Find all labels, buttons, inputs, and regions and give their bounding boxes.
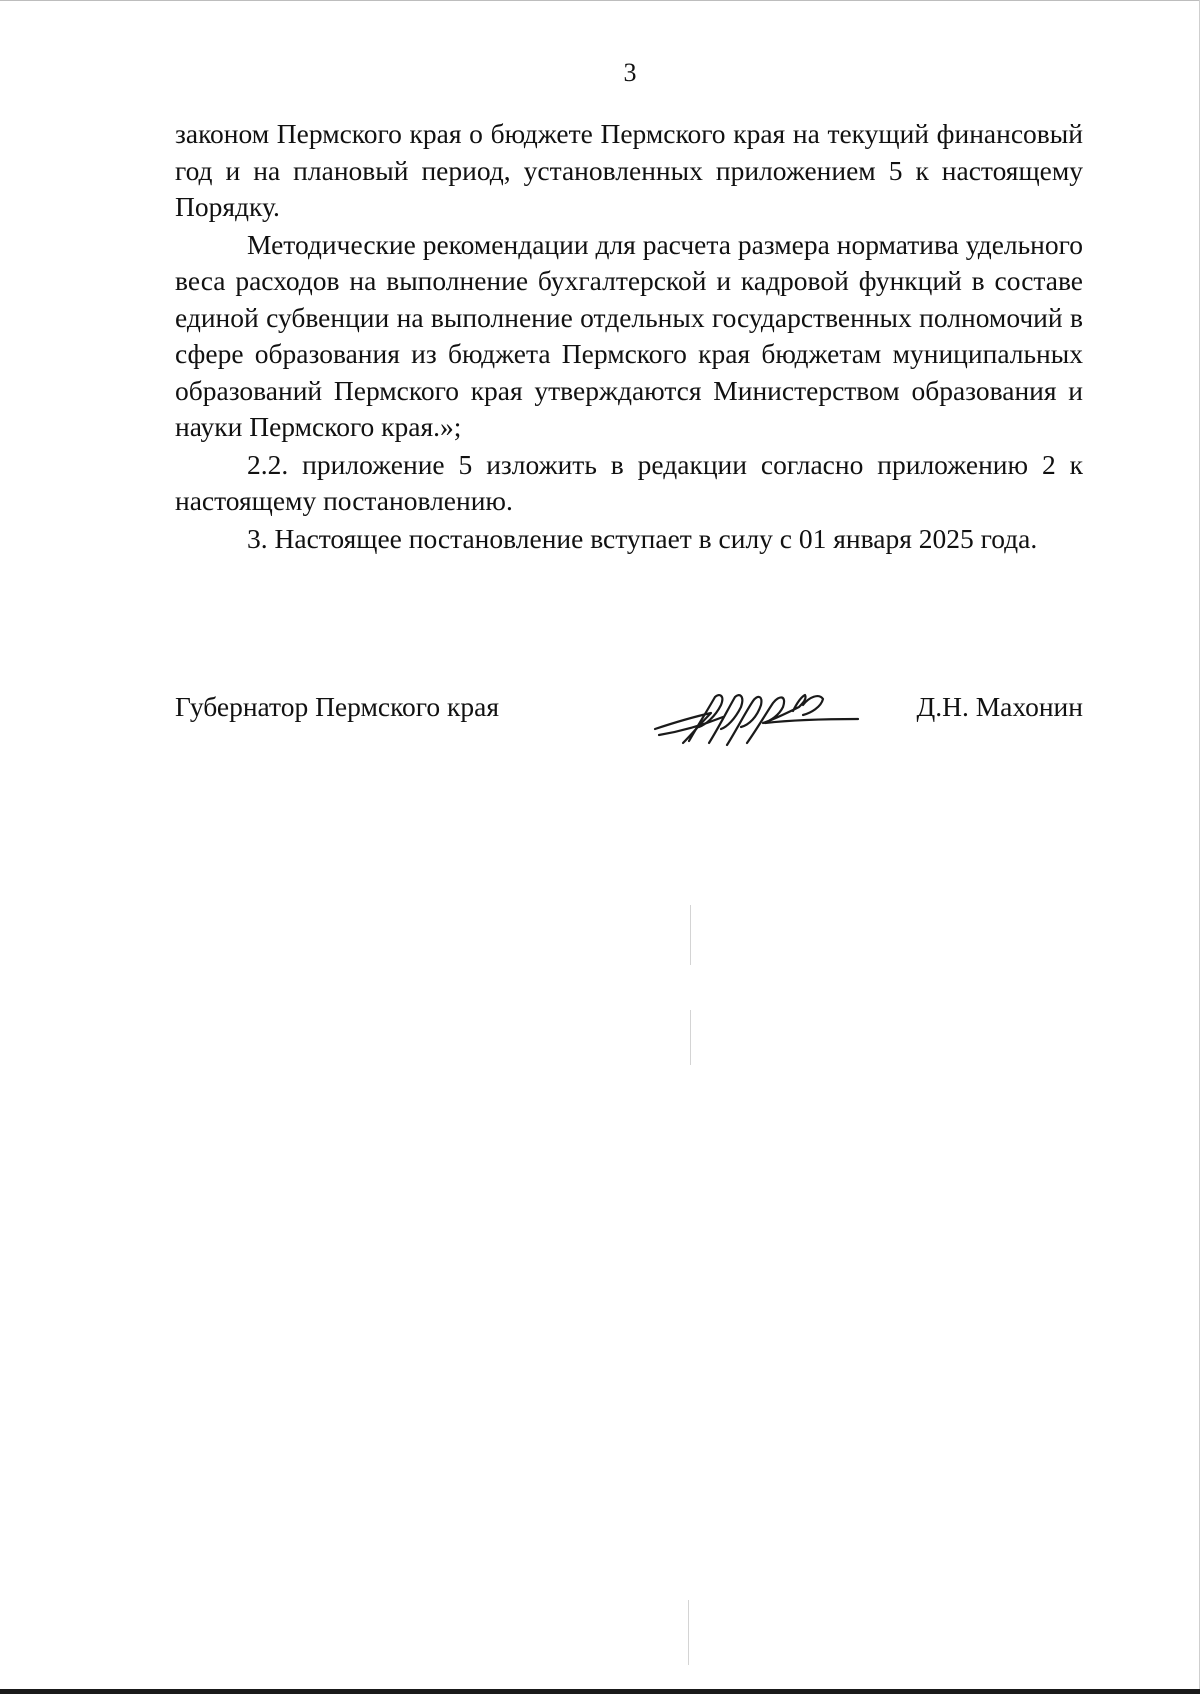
signature-block — [175, 683, 1083, 753]
scan-edge-bottom — [0, 1689, 1200, 1694]
paragraph-item-2-2: 2.2. приложение 5 изложить в редакции согласно приложению 2 к настоящему постановлению. — [175, 448, 1083, 516]
paragraph-continuation: законом Пермского края о бюджете Пермского края на текущий финансовый год и на плановый период, установленных приложением 5 к настоящему Порядку. — [175, 118, 1083, 222]
scan-edge-top — [0, 0, 1200, 1]
scan-artifact-line — [688, 1600, 689, 1665]
scan-artifact-line — [690, 905, 691, 965]
scan-artifact-line — [690, 1010, 691, 1065]
handwritten-signature — [653, 683, 863, 753]
paragraph-item-3: 3. Настоящее постановление вступает в силу с 01 января 2025 года. — [247, 522, 1038, 554]
document-body — [175, 116, 1083, 557]
signatory-title: Губернатор Пермского края — [175, 691, 499, 722]
page-number: 3 — [623, 58, 637, 87]
signatory-name: Д.Н. Махонин — [916, 691, 1083, 722]
paragraph-methodical-recommendations: Методические рекомендации для расчета размера норматива удельного веса расходов на выполнение бухгалтерской и кадровой функций в составе единой субвенции на выполнение отдельных государственных полномочий в сфере образования из бюджета Пермского края бюджетам муниципальных образований Пермского края утверждаются Министерством образования и науки Пермского края.»; — [175, 228, 1083, 442]
